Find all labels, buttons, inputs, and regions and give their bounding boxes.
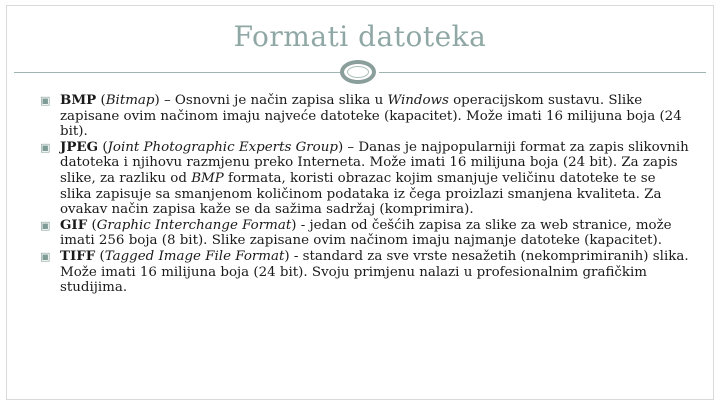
description-text-cont: formata, koristi obrazac kojim smanjuje veličinu datoteke te se slika zapisuje sa smanjenom količinom podataka iz čega proizlazi smanjena kvaliteta. Za ovakav način zapisa kaže se da sažima sadržaj (komprimira). — [60, 170, 662, 218]
paren-open: ( — [95, 248, 105, 264]
format-name: BMP — [60, 92, 97, 108]
paren-open: ( — [96, 93, 106, 108]
format-name: TIFF — [60, 247, 96, 264]
bullet-square-icon: ▣ — [40, 140, 51, 154]
bullet-square-icon: ▣ — [40, 94, 51, 107]
bullet-square-icon: ▣ — [40, 249, 51, 263]
format-full-name: Joint Photographic Experts Group — [107, 139, 338, 155]
format-full-name: Bitmap — [105, 93, 155, 108]
bullet-item-tiff — [40, 249, 690, 296]
ring-ornament-icon — [340, 60, 376, 84]
bullet-item-gif — [40, 218, 690, 249]
title-divider-left — [14, 72, 341, 73]
emphasis-text: BMP — [191, 170, 224, 186]
format-name: JPEG — [60, 138, 99, 155]
title-divider-right — [379, 72, 706, 73]
bullet-item-jpeg — [40, 140, 690, 218]
format-full-name: Tagged Image File Format — [104, 248, 285, 264]
format-name: GIF — [60, 216, 88, 233]
paren-open: ( — [87, 217, 97, 233]
description-text: ) - standard za sve vrste nesažetih (nekomprimiranih) slika. Može imati 16 milijuna boja (24 bit). Svoju primjenu nalazi u profesionalnim grafičkim studijima. — [60, 248, 689, 296]
description-text: ) - jedan od češćih zapisa za slike za web stranice, može imati 256 boja (8 bit). Slike zapisane ovim načinom imaju najmanje datoteke (kapacitet). — [60, 217, 672, 249]
slide-content — [40, 93, 690, 296]
emphasis-text: Windows — [387, 93, 449, 108]
bullet-square-icon: ▣ — [40, 218, 51, 232]
bullet-item-bmp — [40, 93, 690, 140]
description-text: ) – Osnovni je način zapisa slika u — [154, 93, 388, 108]
paren-open: ( — [98, 139, 108, 155]
description-text-cont: operacijskom sustavu. Slike zapisane ovim načinom imaju najveće datoteke (kapacitet). Može imati 16 milijuna boja (24 bit). — [60, 93, 682, 140]
format-full-name: Graphic Interchange Format — [96, 217, 292, 233]
description-text: ) – Danas je najpopularniji format za zapis slikovnih datoteka i njihovu razmjenu preko Interneta. Može imati 16 milijuna boja (24 bit). Za zapis slike, za razliku od — [60, 139, 689, 186]
slide-title: Formati datoteka — [233, 20, 487, 53]
bullet-list — [40, 93, 690, 296]
